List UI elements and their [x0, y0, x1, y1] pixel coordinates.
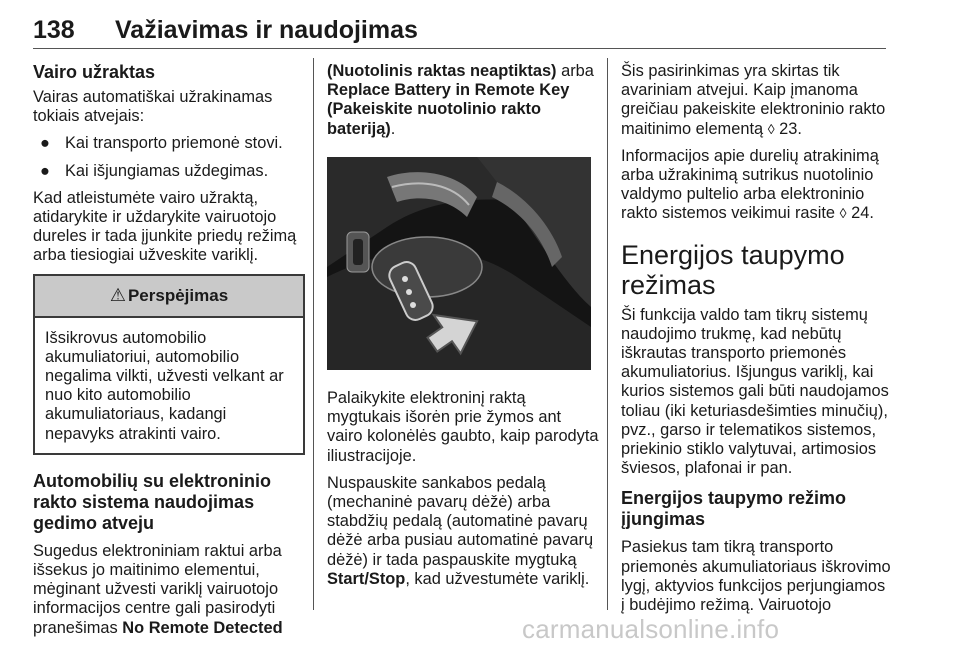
- warning-header: [35, 276, 303, 318]
- page-header: [33, 16, 933, 52]
- bullet-icon: ●: [40, 134, 50, 153]
- page-reference[interactable]: 24.: [846, 204, 874, 223]
- energy-saving-activation-heading: Energijos taupymo režimo įjungimas: [621, 488, 847, 530]
- warning-title: Perspėjimas: [127, 286, 229, 306]
- column-3: [621, 62, 893, 623]
- chapter-title: Važiavimas ir naudojimas: [115, 16, 418, 44]
- watermark: carmanualsonline.info: [522, 614, 780, 644]
- warning-box: [33, 274, 305, 455]
- warning-text: Išsikrovus automobilio akumuliatoriui, automobilio negalima vilkti, užvesti velkant ar nuo kito automobilio akumuliatoriaus, kadangi nepavyks atrakinti vairo.: [45, 328, 284, 443]
- unlock-info-text: Informacijos apie durelių atrakinimą arba užrakinimą sutrikus nuotolinio valdymo pultelio arba elektroninio rakto sistemos veikimui rasite ◊ 24.: [621, 146, 879, 223]
- steering-column-illustration: [327, 157, 591, 370]
- list-item: ● Kai transporto priemonė stovi.: [40, 134, 283, 153]
- steering-lock-intro: Vairas automatiškai užrakinamas tokiais atvejais:: [33, 88, 273, 126]
- hold-key-text: Palaikykite elektroninį raktą mygtukais išorėn prie žymos ant vairo kolonėlės gaubto, kaip parodyta iliustracijoje.: [327, 389, 599, 465]
- failure-heading: Automobilių su elektroninio rakto sistema naudojimas gedimo atveju: [33, 470, 271, 533]
- lock-conditions-list: [33, 134, 305, 180]
- bullet-icon: ●: [40, 161, 50, 180]
- page-reference[interactable]: 23.: [774, 119, 802, 138]
- failure-message: No Remote Detected: [122, 618, 283, 637]
- column-1: [33, 62, 305, 646]
- energy-saving-text: Ši funkcija valdo tam tikrų sistemų naudojimo trukmę, kad nebūtų iškrautas transporto priemonės akumuliatorius. Išjungus variklį, kai kurios sistemos gali būti naudojamos toliau (iki keturiasdešimties minučių), pvz., garso ir telematikos sistemos, priekinio stiklo valytuvai, artimosios šviesos, plafonai ir pan.: [621, 305, 889, 478]
- page-reference-icon: ◊: [767, 120, 775, 137]
- steering-lock-heading: Vairo užraktas: [33, 62, 156, 82]
- header-rule: [33, 48, 886, 49]
- page-reference-icon: ◊: [839, 205, 847, 222]
- failure-text: Sugedus elektroniniam raktui arba išsekus jo maitinimo elementui, mėginant užvesti variklį vairuotojo informacijos centre gali pasirodyti pranešimas No Remote Detected: [33, 541, 283, 637]
- column-2: [327, 62, 599, 597]
- press-pedal-text: Nuspauskite sankabos pedalą (mechaninė pavarų dėžė) arba stabdžių pedalą (automatinė pavarų dėžė arba pusiau automatinė pavarų dėžė) ir tada paspauskite mygtuką Start/Stop, kad užvestumėte variklį.: [327, 473, 594, 588]
- steering-lock-release-text: Kad atleistumėte vairo užraktą, atidarykite ir uždarykite vairuotojo dureles ir tada įjunkite priedų režimą arba tiesiogiai užveskite variklį.: [33, 188, 297, 265]
- column-divider-1: [313, 58, 314, 610]
- energy-saving-activation-text: Pasiekus tam tikrą transporto priemonės akumuliatoriaus iškrovimo lygį, aktyvios funkcijos perjungiamos į budėjimo režimą. Vairuotojo: [621, 538, 891, 615]
- list-item: ● Kai išjungiamas uždegimas.: [40, 161, 269, 180]
- energy-saving-heading: Energijos taupymo režimas: [621, 239, 845, 300]
- column-divider-2: [607, 58, 608, 610]
- start-stop-label: Start/Stop: [327, 569, 406, 588]
- message-text: (Nuotolinis raktas neaptiktas) arba Replace Battery in Remote Key (Pakeiskite nuotolinio rakto bateriją).: [327, 62, 594, 138]
- warning-triangle-icon: ⚠: [109, 285, 126, 306]
- page-number: 138: [33, 16, 75, 44]
- emergency-text: Šis pasirinkimas yra skirtas tik avariniam atvejui. Kaip įmanoma greičiau pakeiskite elektroninio rakto maitinimo elementą ◊ 23.: [621, 62, 886, 138]
